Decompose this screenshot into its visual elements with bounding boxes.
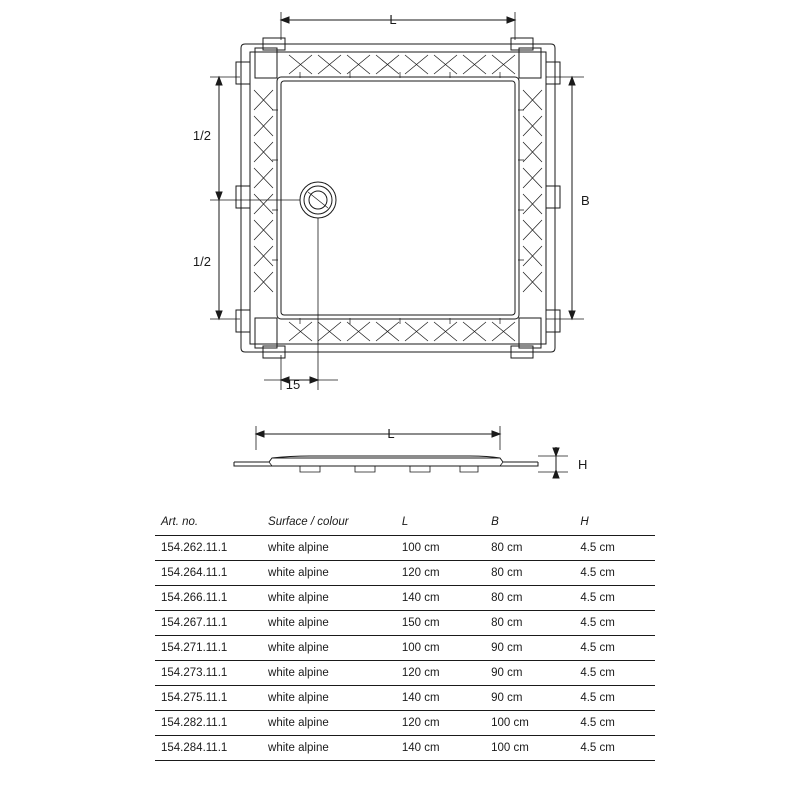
cell-b: 80 cm: [485, 561, 574, 586]
dimension-label-l-side: L: [387, 426, 395, 441]
dimension-label-half-lower: 1/2: [192, 254, 211, 269]
cell-b: 100 cm: [485, 711, 574, 736]
cell-h: 4.5 cm: [574, 536, 655, 561]
cell-art-no: 154.267.11.1: [155, 611, 262, 636]
cell-surface: white alpine: [262, 586, 396, 611]
cell-art-no: 154.284.11.1: [155, 736, 262, 761]
column-header-h: H: [574, 510, 655, 536]
cell-art-no: 154.282.11.1: [155, 711, 262, 736]
dimension-drain-offset: [264, 218, 338, 390]
cell-b: 80 cm: [485, 611, 574, 636]
cell-l: 120 cm: [396, 561, 485, 586]
cell-surface: white alpine: [262, 686, 396, 711]
cell-b: 90 cm: [485, 636, 574, 661]
dimension-half-left: [210, 77, 300, 319]
table-row: [155, 586, 655, 611]
table-row: [155, 686, 655, 711]
cell-b: 100 cm: [485, 736, 574, 761]
cell-surface: white alpine: [262, 611, 396, 636]
dimension-label-drain-offset: 15: [285, 377, 301, 392]
cell-art-no: 154.273.11.1: [155, 661, 262, 686]
cell-surface: white alpine: [262, 711, 396, 736]
cell-l: 100 cm: [396, 536, 485, 561]
product-spec-table: [155, 510, 655, 761]
top-view-tray-outline: [241, 44, 555, 352]
cell-b: 90 cm: [485, 661, 574, 686]
dimension-label-l-top: L: [389, 12, 397, 27]
cell-l: 140 cm: [396, 686, 485, 711]
column-header-surface: Surface / colour: [262, 510, 396, 536]
cell-b: 80 cm: [485, 536, 574, 561]
column-header-l: L: [396, 510, 485, 536]
dimension-label-h: H: [578, 457, 588, 472]
dimension-l-top: [281, 12, 515, 40]
dimension-label-b: B: [581, 193, 590, 208]
cell-art-no: 154.262.11.1: [155, 536, 262, 561]
cell-surface: white alpine: [262, 561, 396, 586]
cell-h: 4.5 cm: [574, 636, 655, 661]
column-header-b: B: [485, 510, 574, 536]
cell-l: 140 cm: [396, 736, 485, 761]
table-row: [155, 536, 655, 561]
cell-surface: white alpine: [262, 636, 396, 661]
cell-h: 4.5 cm: [574, 611, 655, 636]
cell-h: 4.5 cm: [574, 686, 655, 711]
cell-art-no: 154.266.11.1: [155, 586, 262, 611]
table-row: [155, 661, 655, 686]
cell-art-no: 154.275.11.1: [155, 686, 262, 711]
cell-h: 4.5 cm: [574, 586, 655, 611]
dimension-b-right: [546, 77, 584, 319]
column-header-art-no: Art. no.: [155, 510, 262, 536]
table-row: [155, 711, 655, 736]
cell-b: 90 cm: [485, 686, 574, 711]
drain-outlet: [300, 182, 336, 218]
table-row: [155, 561, 655, 586]
top-view-support-ribbing: [254, 55, 542, 341]
cell-b: 80 cm: [485, 586, 574, 611]
cell-art-no: 154.271.11.1: [155, 636, 262, 661]
cell-l: 150 cm: [396, 611, 485, 636]
cell-h: 4.5 cm: [574, 736, 655, 761]
dimension-h-side: [538, 447, 568, 478]
cell-l: 140 cm: [396, 586, 485, 611]
cell-l: 100 cm: [396, 636, 485, 661]
side-view-tray: [234, 456, 538, 472]
cell-h: 4.5 cm: [574, 561, 655, 586]
cell-surface: white alpine: [262, 736, 396, 761]
cell-h: 4.5 cm: [574, 661, 655, 686]
top-view-corner-tabs: [236, 38, 560, 358]
table-row: [155, 611, 655, 636]
cell-surface: white alpine: [262, 661, 396, 686]
cell-art-no: 154.264.11.1: [155, 561, 262, 586]
cell-l: 120 cm: [396, 711, 485, 736]
cell-h: 4.5 cm: [574, 711, 655, 736]
dimension-l-side: [256, 426, 500, 450]
cell-surface: white alpine: [262, 536, 396, 561]
dimension-label-half-upper: 1/2: [192, 128, 211, 143]
table-header-row: [155, 510, 655, 536]
cell-l: 120 cm: [396, 661, 485, 686]
table-row: [155, 736, 655, 761]
table-row: [155, 636, 655, 661]
